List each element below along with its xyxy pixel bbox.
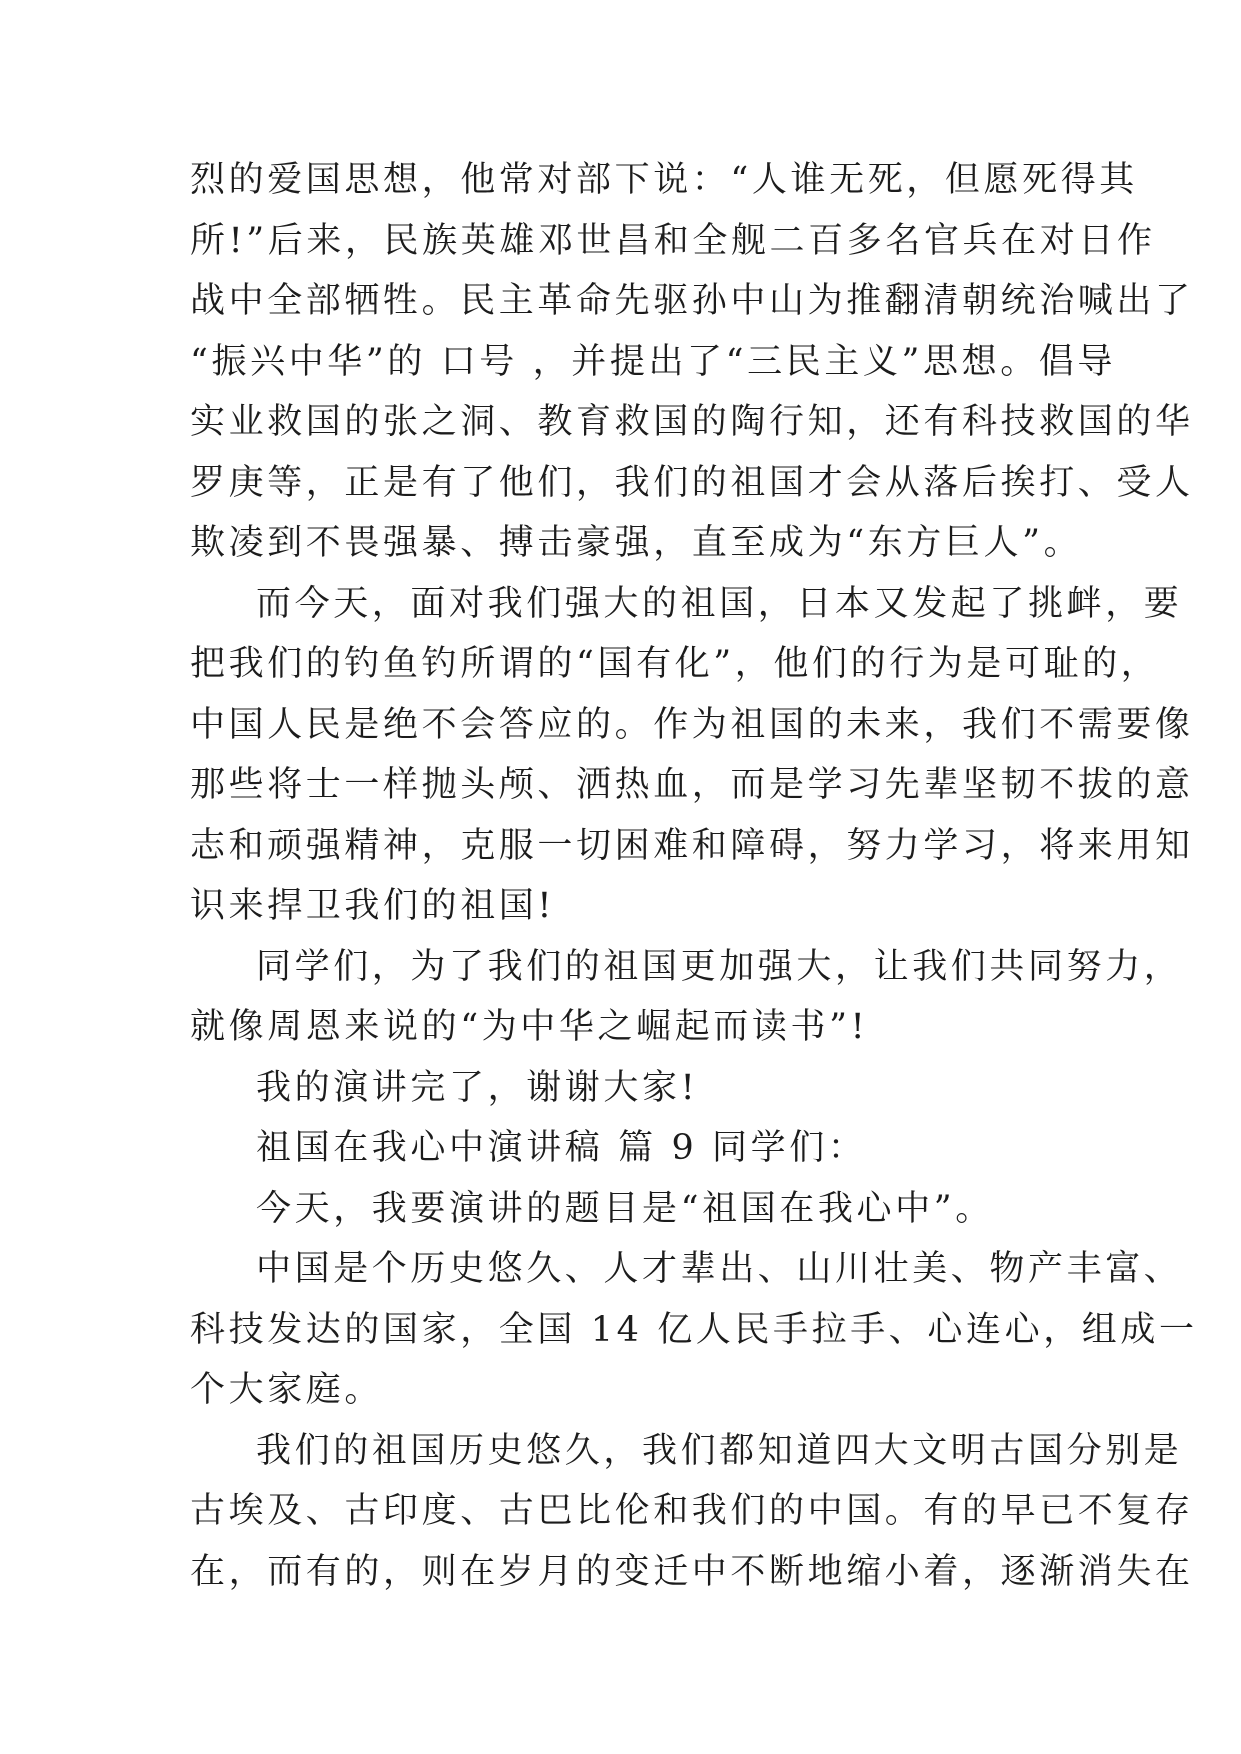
text-line: 在，而有的，则在岁月的变迁中不断地缩小着，逐渐消失在 [190, 1551, 1194, 1592]
text-line: “振兴中华”的 口号 ，并提出了“三民主义”思想。倡导 [190, 341, 1117, 382]
text-line: 个大家庭。 [190, 1370, 384, 1410]
paragraph-first-line: 我们的祖国历史悠久，我们都知道四大文明古国分别是 [256, 1430, 1183, 1471]
text-line: 就像周恩来说的“为中华之崛起而读书”! [190, 1007, 869, 1047]
text-line: 识来捍卫我们的祖国! [190, 886, 556, 926]
text-line: 所!”后来，民族英雄邓世昌和全舰二百多名官兵在对日作 [190, 220, 1156, 261]
text-line: 罗庚等，正是有了他们，我们的祖国才会从落后挨打、受人 [190, 462, 1194, 503]
paragraph-first-line: 今天，我要演讲的题目是“祖国在我心中”。 [256, 1188, 994, 1229]
paragraph-first-line: 而今天，面对我们强大的祖国，日本又发起了挑衅，要 [256, 583, 1183, 624]
text-line: 烈的爱国思想，他常对部下说：“人谁无死，但愿死得其 [190, 160, 1138, 200]
text-line: 把我们的钓鱼钓所谓的“国有化”，他们的行为是可耻的， [190, 644, 1160, 684]
section-heading: 祖国在我心中演讲稿 篇 9 同学们： [256, 1128, 867, 1168]
text-line: 古埃及、古印度、古巴比伦和我们的中国。有的早已不复存 [190, 1491, 1194, 1531]
paragraph-first-line: 我的演讲完了，谢谢大家! [256, 1067, 699, 1108]
paragraph-first-line: 同学们，为了我们的祖国更加强大，让我们共同努力， [256, 946, 1183, 987]
paragraph-first-line: 中国是个历史悠久、人才辈出、山川壮美、物产丰富、 [256, 1249, 1183, 1289]
text-line: 欺凌到不畏强暴、搏击豪强，直至成为“东方巨人”。 [190, 523, 1083, 563]
text-line: 中国人民是绝不会答应的。作为祖国的未来，我们不需要像 [190, 704, 1194, 745]
text-line: 科技发达的国家，全国 14 亿人民手拉手、心连心，组成一 [190, 1309, 1198, 1350]
text-line: 志和顽强精神，克服一切困难和障碍，努力学习，将来用知 [190, 825, 1194, 866]
text-line: 战中全部牺牲。民主革命先驱孙中山为推翻清朝统治喊出了 [190, 281, 1194, 321]
body-text [190, 150, 1198, 1602]
text-line: 那些将士一样抛头颅、洒热血，而是学习先辈坚韧不拔的意 [190, 765, 1194, 805]
text-line: 实业救国的张之洞、教育救国的陶行知，还有科技救国的华 [190, 402, 1194, 442]
